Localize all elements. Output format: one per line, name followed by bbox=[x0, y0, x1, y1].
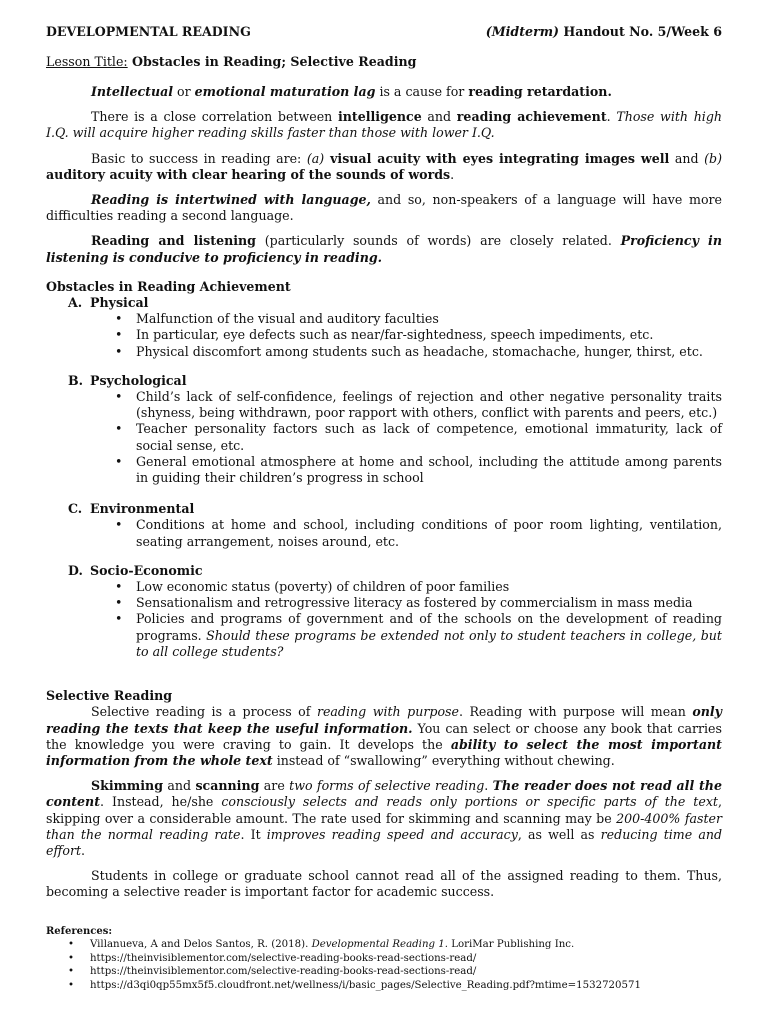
section-physical: A. Physical bbox=[68, 295, 149, 311]
list-item: • Physical discomfort among students such as headache, stomachache, hunger, thirst, etc. bbox=[46, 344, 722, 360]
section-environmental: C. Environmental bbox=[68, 501, 195, 517]
list-item: • Conditions at home and school, including conditions of poor room lighting, ventilation, seating arrangement, noises around, etc. bbox=[46, 517, 722, 549]
section-socio-economic: D. Socio-Economic bbox=[68, 562, 203, 578]
lesson-title-text: Obstacles in Reading; Selective Reading bbox=[127, 54, 417, 69]
reference-item: • Villanueva, A and Delos Santos, R. (2018). Developmental Reading 1. LoriMar Publishing Inc. bbox=[46, 938, 722, 952]
section-psychological: B. Psychological bbox=[68, 372, 187, 388]
paragraph-skimming-scanning: Skimming and scanning are two forms of selective reading. The reader does not read all the content. Instead, he/she consciously selects and reads only portions or specific parts of the text, skipping over a considerable amount. The rate used for skimming and scanning may be 200-400% faster than the normal reading rate. It improves reading speed and accuracy, as well as reducing time and effort. bbox=[46, 778, 722, 858]
course-title: DEVELOPMENTAL READING bbox=[46, 24, 251, 39]
paragraph-listening: Reading and listening (particularly sounds of words) are closely related. Proficiency in listening is conducive to proficiency in reading. bbox=[46, 233, 722, 265]
reference-link[interactable]: • https://theinvisiblementor.com/selective-reading-books-read-sections-read/ bbox=[46, 965, 722, 979]
list-item: • General emotional atmosphere at home and school, including the attitude among parents in guiding their children’s progress in school bbox=[46, 454, 722, 486]
paragraph-maturation: Intellectual or emotional maturation lag is a cause for reading retardation. bbox=[91, 84, 612, 99]
reference-link[interactable]: • https://theinvisiblementor.com/selective-reading-books-read-sections-read/ bbox=[46, 952, 722, 966]
references-heading: References: bbox=[46, 926, 113, 937]
socio-economic-list bbox=[46, 579, 722, 660]
reference-link[interactable]: • https://d3qi0qp55mx5f5.cloudfront.net/wellness/i/basic_pages/Selective_Reading.pdf?mtime=1532720571 bbox=[46, 979, 722, 993]
references-list bbox=[46, 938, 722, 992]
list-item: • Policies and programs of government and of the schools on the development of reading programs. Should these programs be extended not only to student teachers in college, but to all college students? bbox=[46, 611, 722, 660]
paragraph-language: Reading is intertwined with language, and so, non-speakers of a language will have more difficulties reading a second language. bbox=[46, 192, 722, 224]
paragraph-academic-success: Students in college or graduate school cannot read all of the assigned reading to them. Thus, becoming a selective reader is important factor for academic success. bbox=[46, 868, 722, 900]
handout-page bbox=[46, 24, 722, 901]
list-item: • Malfunction of the visual and auditory faculties bbox=[46, 311, 722, 327]
paragraph-basic-success: Basic to success in reading are: (a) visual acuity with eyes integrating images well and (b) auditory acuity with clear hearing of the sounds of words. bbox=[46, 150, 722, 182]
obstacles-heading: Obstacles in Reading Achievement bbox=[46, 278, 291, 294]
list-item: • Child’s lack of self-confidence, feelings of rejection and other negative personality traits (shyness, being withdrawn, poor rapport with others, conflict with parents and peers, etc.) bbox=[46, 389, 722, 421]
physical-list bbox=[46, 311, 722, 360]
psychological-list bbox=[46, 389, 722, 486]
paragraph-intelligence: There is a close correlation between intelligence and reading achievement. Those with high I.Q. will acquire higher reading skills faster than those with lower I.Q. bbox=[46, 109, 723, 141]
handout-label: (Midterm) Handout No. 5/Week 6 bbox=[485, 24, 722, 39]
paragraph-selective-definition: Selective reading is a process of reading with purpose. Reading with purpose will mean only reading the texts that keep the useful information. You can select or choose any book that carries the knowledge you were craving to gain. It develops the ability to select the most important information from the whole text instead of “swallowing” everything without chewing. bbox=[46, 704, 723, 768]
list-item: • Low economic status (poverty) of children of poor families bbox=[46, 579, 722, 595]
list-item: • In particular, eye defects such as near/far-sightedness, speech impediments, etc. bbox=[46, 327, 722, 343]
lesson-title bbox=[46, 54, 722, 70]
selective-reading-heading: Selective Reading bbox=[46, 688, 173, 704]
lesson-title-label: Lesson Title: bbox=[46, 54, 128, 69]
environmental-list bbox=[46, 517, 722, 549]
list-item: • Sensationalism and retrogressive literacy as fostered by commercialism in mass media bbox=[46, 595, 722, 611]
list-item: • Teacher personality factors such as lack of competence, emotional immaturity, lack of social sense, etc. bbox=[46, 421, 722, 453]
document-header bbox=[46, 24, 722, 40]
references-section bbox=[46, 925, 722, 992]
